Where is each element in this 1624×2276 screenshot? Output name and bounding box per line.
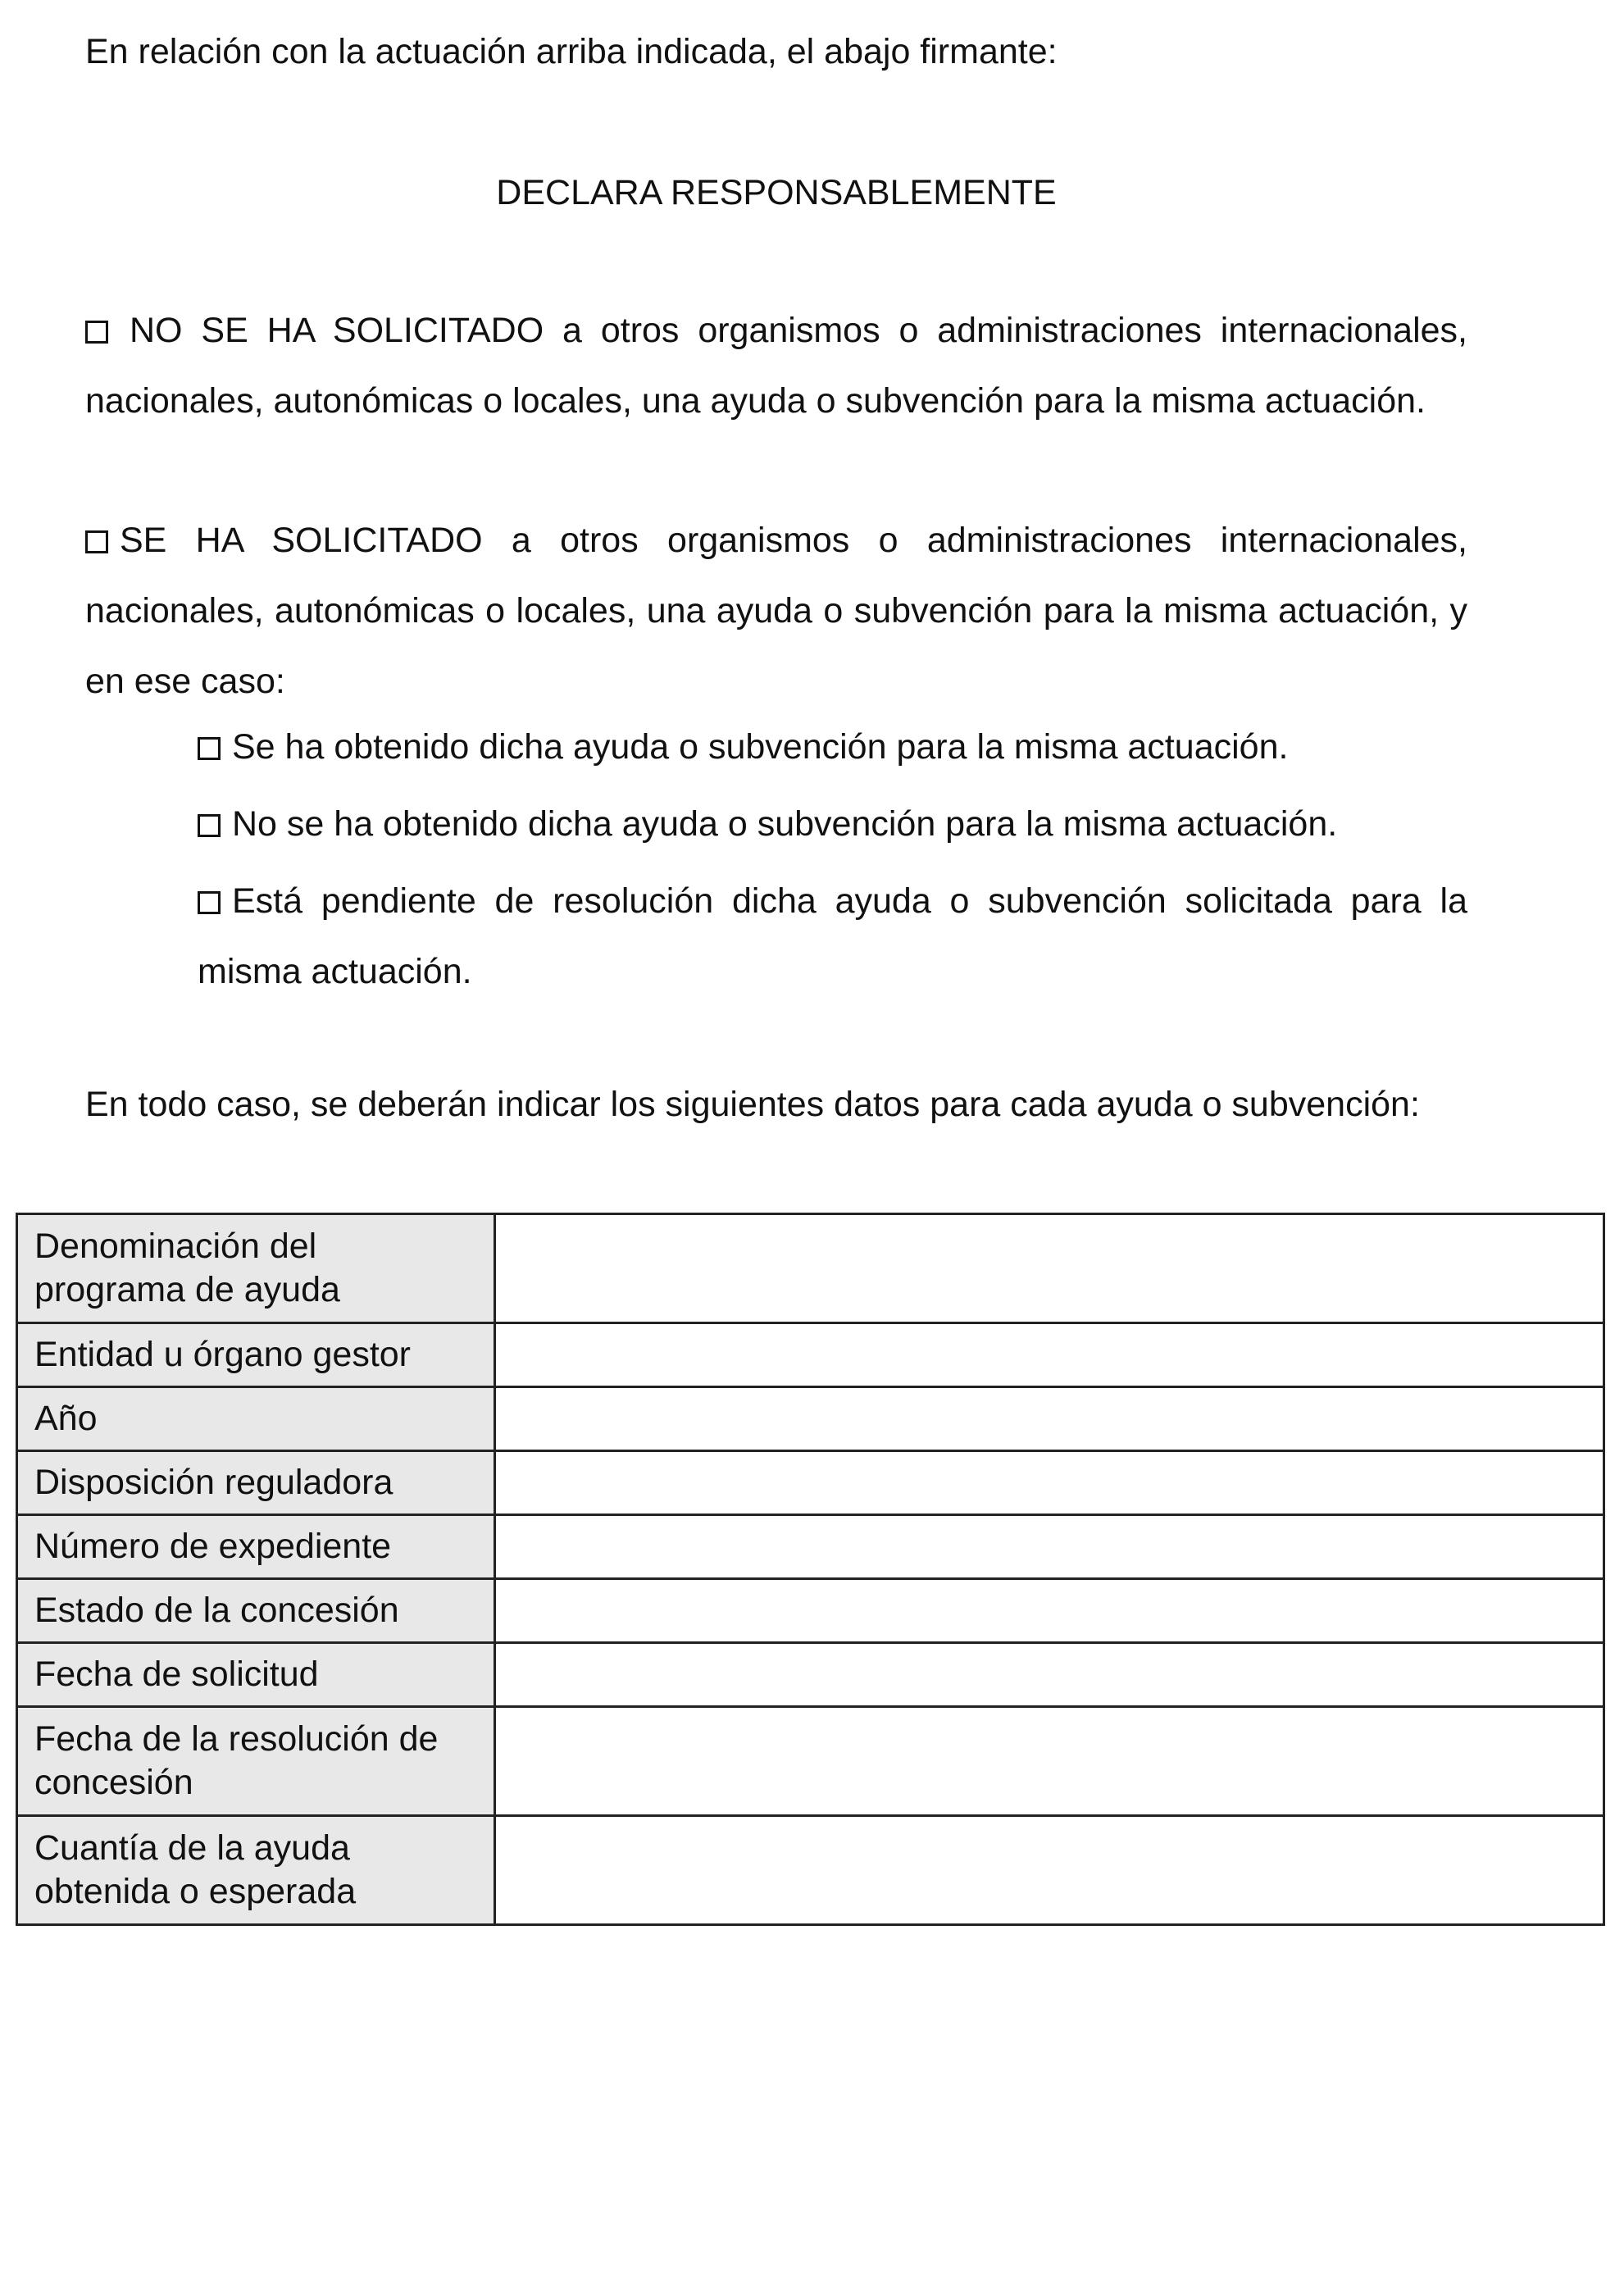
row-value-field[interactable] [495, 1323, 1604, 1387]
sub-option-no-obtenido-text: No se ha obtenido dicha ayuda o subvención para la misma actuación. [232, 804, 1338, 844]
option-solicitado-text: SE HA SOLICITADO a otros organismos o administraciones internacionales, nacionales, autonómicas o locales, una ayuda o subvención para la misma actuación, y en ese caso: [85, 521, 1467, 701]
row-value-field[interactable] [495, 1387, 1604, 1451]
row-label: Fecha de la resolución de concesión [17, 1707, 495, 1816]
checkbox-no-solicitado[interactable] [85, 321, 108, 344]
row-value-field[interactable] [495, 1214, 1604, 1323]
table-row [17, 1387, 1604, 1451]
table-row [17, 1515, 1604, 1579]
row-value-field[interactable] [495, 1707, 1604, 1816]
checkbox-no-obtenido[interactable] [198, 814, 221, 837]
table-row [17, 1707, 1604, 1816]
table-row [17, 1579, 1604, 1643]
declaration-heading: DECLARA RESPONSABLEMENTE [496, 173, 1057, 212]
row-label: Año [17, 1387, 495, 1451]
row-value-field[interactable] [495, 1643, 1604, 1707]
row-label: Disposición reguladora [17, 1451, 495, 1515]
table-row [17, 1451, 1604, 1515]
row-label: Denominación del programa de ayuda [17, 1214, 495, 1323]
sub-option-obtenido-text: Se ha obtenido dicha ayuda o subvención para la misma actuación. [232, 727, 1289, 767]
row-label: Estado de la concesión [17, 1579, 495, 1643]
sub-option-no-obtenido [198, 789, 1467, 859]
option-solicitado [85, 505, 1467, 717]
sub-option-pendiente [198, 866, 1467, 1007]
row-value-field[interactable] [495, 1515, 1604, 1579]
row-label: Número de expediente [17, 1515, 495, 1579]
row-label: Fecha de solicitud [17, 1643, 495, 1707]
checkbox-obtenido[interactable] [198, 737, 221, 760]
note-text: En todo caso, se deberán indicar los siguientes datos para cada ayuda o subvención: [85, 1085, 1420, 1124]
row-label: Entidad u órgano gestor [17, 1323, 495, 1387]
table-row [17, 1323, 1604, 1387]
row-label: Cuantía de la ayuda obtenida o esperada [17, 1816, 495, 1925]
row-value-field[interactable] [495, 1451, 1604, 1515]
sub-option-pendiente-text: Está pendiente de resolución dicha ayuda o subvención solicitada para la misma actuación. [198, 881, 1467, 991]
table-row [17, 1214, 1604, 1323]
intro-text: En relación con la actuación arriba indicada, el abajo firmante: [85, 32, 1058, 71]
row-value-field[interactable] [495, 1816, 1604, 1925]
option-no-solicitado-text: NO SE HA SOLICITADO a otros organismos o administraciones internacionales, nacionales, autonómicas o locales, una ayuda o subvención para la misma actuación. [85, 311, 1467, 421]
sub-option-obtenido [198, 712, 1467, 782]
row-value-field[interactable] [495, 1579, 1604, 1643]
checkbox-solicitado[interactable] [85, 530, 108, 553]
checkbox-pendiente[interactable] [198, 891, 221, 914]
option-no-solicitado [85, 295, 1467, 436]
table-row [17, 1816, 1604, 1925]
table-row [17, 1643, 1604, 1707]
aid-data-table [16, 1213, 1605, 1926]
